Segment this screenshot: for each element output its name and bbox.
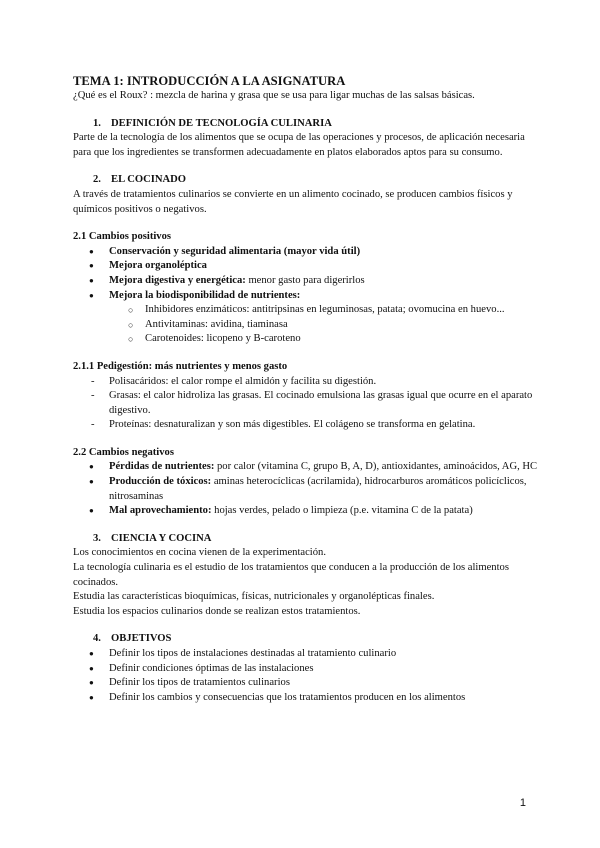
bullet-list [73, 647, 543, 705]
page-number: 1 [519, 797, 526, 809]
section-number: 1. [93, 117, 101, 129]
dash-list [73, 375, 543, 433]
section-text: Parte de la tecnología de los alimentos que se ocupa de las operaciones y procesos, de aplicación necesaria para que los ingredientes se transformen adecuadamente en platos elaborados aptos para su consumo. [73, 132, 525, 158]
subsection-pedigestion [73, 360, 543, 433]
document-page [73, 73, 543, 705]
subsection-title: 2.2 Cambios negativos [73, 446, 174, 458]
list-item [73, 274, 543, 289]
item-text: menor gasto para digerirlos [245, 274, 365, 286]
section-heading [93, 173, 543, 188]
page-title: TEMA 1: INTRODUCCIÓN A LA ASIGNATURA [73, 74, 346, 88]
section-ciencia-cocina [73, 532, 543, 620]
paragraph-line: La tecnología culinaria es el estudio de los tratamientos que conducen a la producción de los alimentos cocinados. [73, 562, 509, 588]
paragraph-line: Los conocimientos en cocina vienen de la experimentación. [73, 547, 326, 559]
list-item [73, 475, 543, 504]
list-item: - Proteínas: desnaturalizan y son más digestibles. El colágeno se transforma en gelatina. [73, 418, 543, 433]
list-item: ○ Carotenoides: licopeno y B-caroteno [73, 332, 543, 347]
section-cocinado [73, 173, 543, 217]
bullet-list [73, 245, 543, 303]
list-item: - Grasas: el calor hidroliza las grasas. El cocinado emulsiona las grasas igual que ocurre en el aparato digestivo. [73, 389, 543, 418]
section-number: 4. [93, 633, 101, 645]
section-objetivos [73, 632, 543, 705]
bullet-list [73, 460, 543, 518]
section-title: CIENCIA Y COCINA [111, 532, 212, 544]
paragraph-line: Estudia las características bioquímicas, físicas, nutricionales y organolépticas finales. [73, 591, 435, 603]
list-item: - Polisacáridos: el calor rompe el almidón y facilita su digestión. [73, 375, 543, 390]
subsection-cambios-positivos [73, 230, 543, 347]
list-item: ● Definir condiciones óptimas de las instalaciones [73, 662, 543, 677]
item-bold: Mejora digestiva y energética: [109, 274, 246, 286]
section-title: DEFINICIÓN DE TECNOLOGÍA CULINARIA [111, 117, 332, 129]
sub-bullet-list [73, 303, 543, 347]
section-number: 3. [93, 532, 101, 544]
item-bold: Mal aprovechamiento: [109, 505, 212, 517]
item-bold: Conservación y seguridad alimentaria (mayor vida útil) [109, 245, 361, 257]
list-item [73, 289, 543, 304]
subsection-title: 2.1.1 Pedigestión: más nutrientes y menos gasto [73, 360, 288, 372]
section-text: A través de tratamientos culinarios se convierte en un alimento cocinado, se producen cambios físicos y químicos positivos o negativos. [73, 188, 513, 215]
item-bold: Mejora la biodisponibilidad de nutrientes: [109, 289, 301, 301]
list-item: ○ Antivitaminas: avidina, tiaminasa [73, 318, 543, 333]
subsection-title: 2.1 Cambios positivos [73, 231, 172, 243]
section-definicion [73, 117, 543, 161]
list-item: ○ Inhibidores enzimáticos: antitripsinas en leguminosas, patata; ovomucina en huevo... [73, 303, 543, 318]
subsection-cambios-negativos [73, 446, 543, 519]
section-heading [93, 532, 543, 547]
list-item [73, 259, 543, 274]
intro-text: ¿Qué es el Roux? : mezcla de harina y grasa que se usa para ligar muchas de las salsas básicas. [73, 90, 475, 101]
list-item: ● Definir los tipos de instalaciones destinadas al tratamiento culinario [73, 647, 543, 662]
section-title: EL COCINADO [111, 174, 187, 186]
item-bold: Producción de tóxicos: [109, 476, 212, 488]
item-text: hojas verdes, pelado o limpieza (p.e. vitamina C de la patata) [211, 505, 473, 517]
list-item: ● Definir los cambios y consecuencias que los tratamientos producen en los alimentos [73, 691, 543, 706]
list-item [73, 460, 543, 475]
list-item [73, 504, 543, 519]
item-text: por calor (vitamina C, grupo B, A, D), antioxidantes, aminoácidos, AG, HC [214, 461, 538, 473]
item-bold: Mejora organoléptica [109, 260, 207, 272]
list-item [73, 245, 543, 260]
paragraph-line: Estudia los espacios culinarios donde se realizan estos tratamientos. [73, 605, 361, 617]
item-text: aminas heterocíclicas (acrilamida), hidrocarburos aromáticos policíclicos, nitrosaminas [109, 476, 527, 502]
section-number: 2. [93, 174, 101, 186]
section-title: OBJETIVOS [111, 633, 172, 645]
section-heading [93, 632, 543, 647]
section-heading [93, 117, 543, 132]
list-item: ● Definir los tipos de tratamientos culinarios [73, 676, 543, 691]
item-bold: Pérdidas de nutrientes: [109, 461, 215, 473]
